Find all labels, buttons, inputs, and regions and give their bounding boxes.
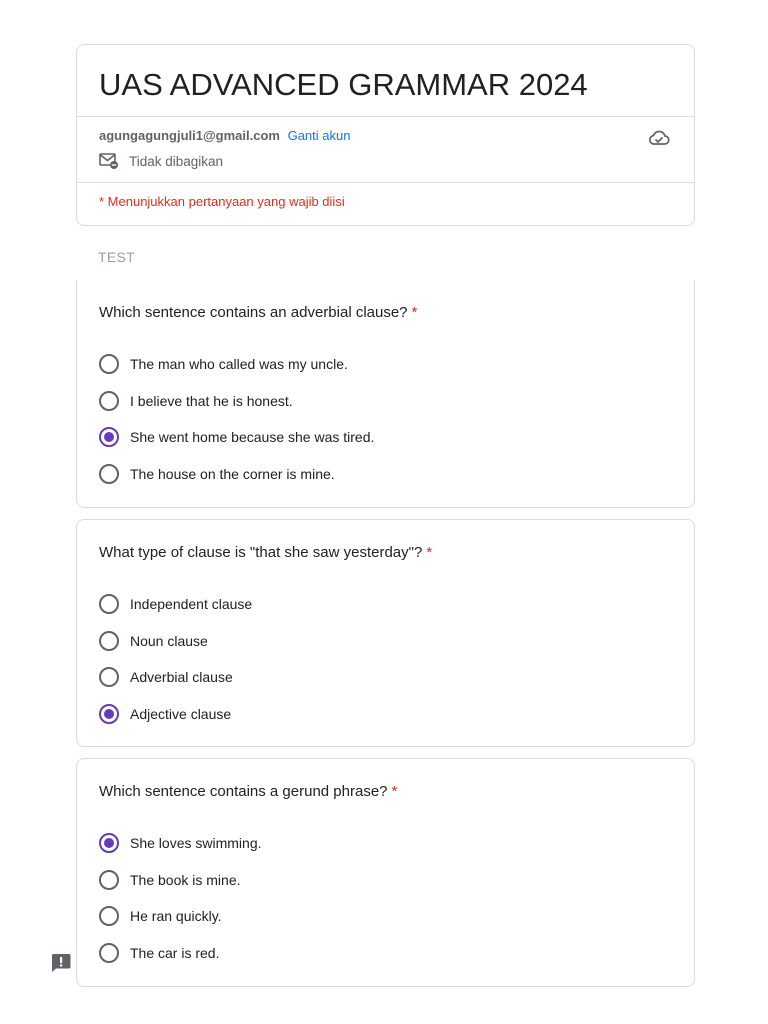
option-label: She loves swimming. [130,835,262,852]
account-email: agungagungjuli1@gmail.com [99,128,280,143]
form-title: UAS ADVANCED GRAMMAR 2024 [99,67,588,102]
radio-option[interactable] [99,862,262,899]
radio-button[interactable] [99,943,119,963]
option-label: Noun clause [130,632,208,649]
radio-button[interactable] [99,594,119,614]
radio-button[interactable] [99,870,119,890]
radio-button[interactable] [99,631,119,651]
radio-option[interactable] [99,586,252,623]
section-label: TEST [98,249,135,265]
question-card [76,280,695,508]
option-label: The car is red. [130,944,220,961]
share-status-label: Tidak dibagikan [129,153,224,169]
mail-icon [99,152,119,170]
form-header-card [76,44,695,226]
radio-option[interactable] [99,659,252,696]
report-problem-icon [50,952,72,974]
radio-group [99,825,262,971]
radio-option[interactable] [99,825,262,862]
option-label: Adverbial clause [130,669,233,686]
radio-button[interactable] [99,354,119,374]
radio-button[interactable] [99,704,119,724]
share-status [99,152,223,170]
radio-option[interactable] [99,383,374,420]
option-label: The man who called was my uncle. [130,356,348,373]
required-asterisk: * [411,304,418,321]
question-card [76,519,695,747]
divider [77,116,694,117]
radio-button[interactable] [99,906,119,926]
radio-button[interactable] [99,464,119,484]
question-card [76,758,695,987]
option-label: The book is mine. [130,871,241,888]
question-title: Which sentence contains an adverbial clause? * [99,304,418,321]
question-title: Which sentence contains a gerund phrase? * [99,783,398,800]
radio-group [99,346,374,492]
cloud-saved-icon [648,129,670,147]
account-line [99,128,350,143]
option-label: He ran quickly. [130,908,222,925]
radio-option[interactable] [99,696,252,733]
radio-button[interactable] [99,391,119,411]
option-label: I believe that he is honest. [130,392,293,409]
radio-option[interactable] [99,898,262,935]
switch-account-link[interactable]: Ganti akun [287,128,351,143]
option-label: The house on the corner is mine. [130,465,335,482]
option-label: Independent clause [130,596,253,613]
radio-option[interactable] [99,419,374,456]
required-asterisk: * [426,544,433,561]
option-label: Adjective clause [130,705,232,722]
radio-button[interactable] [99,833,119,853]
radio-option[interactable] [99,623,252,660]
radio-option[interactable] [99,346,374,383]
option-label: She went home because she was tired. [130,429,375,446]
required-asterisk: * [391,783,398,800]
divider [77,182,694,183]
radio-group [99,586,252,732]
radio-button[interactable] [99,427,119,447]
question-title: What type of clause is "that she saw yesterday"? * [99,544,433,561]
report-problem-button[interactable] [50,952,72,974]
radio-option[interactable] [99,935,262,972]
required-note: * Menunjukkan pertanyaan yang wajib diisi [99,194,345,209]
radio-button[interactable] [99,667,119,687]
radio-option[interactable] [99,456,374,493]
